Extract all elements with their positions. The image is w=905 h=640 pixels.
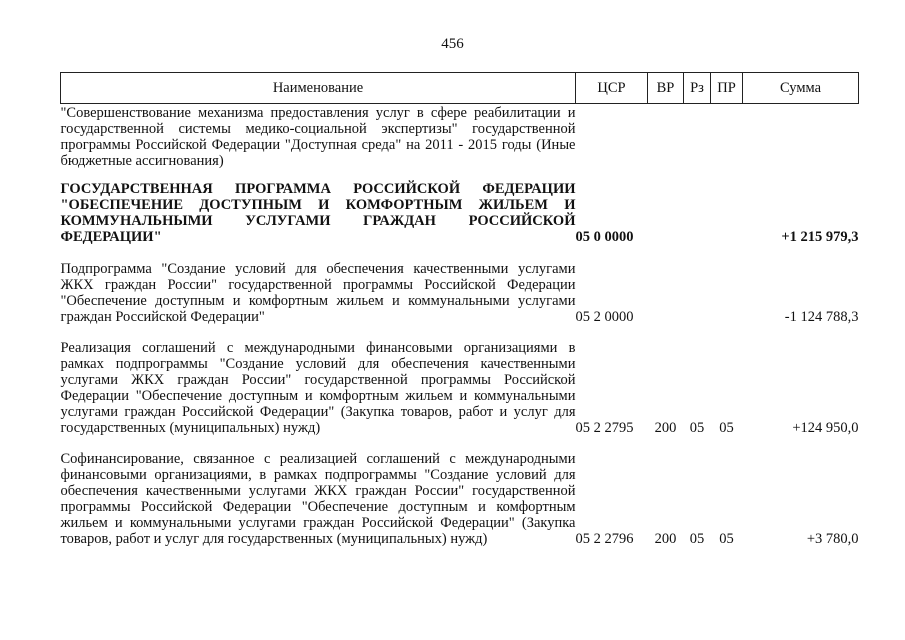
- row-vr: 200: [654, 531, 677, 547]
- row-name: ГОСУДАРСТВЕННАЯ ПРОГРАММА РОССИЙСКОЙ ФЕДЕРАЦИИ "ОБЕСПЕЧЕНИЕ ДОСТУПНЫМ И КОМФОРТНЫМ ЖИЛЬЕМ И КОММУНАЛЬНЫМИ УСЛУГАМИ ГРАЖДАН РОССИЙСКОЙ ФЕДЕРАЦИИ": [60, 181, 576, 245]
- row-rz: [684, 245, 711, 325]
- header-sum: Сумма: [743, 73, 859, 104]
- table-header: [61, 73, 859, 104]
- row-vr: 200: [654, 420, 677, 436]
- header-vr: ВР: [648, 73, 684, 104]
- row-name: "Совершенствование механизма предоставления услуг в сфере реабилитации и государственной системы медико-социальной экспертизы" государственной программы Российской Федерации "Доступная среда" на 2011 - 2015 годы (Иные бюджетные ассигнования): [60, 105, 576, 169]
- table-row: [61, 325, 859, 436]
- row-sum: -1 124 788,3: [784, 309, 859, 325]
- row-sum: +1 215 979,3: [781, 229, 859, 245]
- row-sum: +124 950,0: [792, 420, 859, 436]
- row-pr: [711, 245, 743, 325]
- header-rz: Рз: [684, 73, 711, 104]
- budget-table: [60, 72, 859, 547]
- header-name: Наименование: [61, 73, 576, 104]
- row-vr: [648, 245, 684, 325]
- table-row: [61, 245, 859, 325]
- row-vr: [648, 169, 684, 245]
- table-row: [61, 169, 859, 245]
- row-pr: [711, 104, 743, 170]
- row-vr: [648, 104, 684, 170]
- row-name: Подпрограмма "Создание условий для обеспечения качественными услугами ЖКХ граждан России" государственной программы Российской Федерации "Обеспечение доступным и комфортным жильем и коммунальными услугами граждан Российской Федерации": [60, 261, 576, 325]
- row-sum: [743, 104, 859, 170]
- table-row: [61, 104, 859, 170]
- row-csr: 05 2 2796: [575, 531, 634, 547]
- row-name: Софинансирование, связанное с реализацией соглашений с международными финансовыми организациями, в рамках подпрограммы "Создание условий для обеспечения качественными услугами ЖКХ граждан России" государственной программы Российской Федерации "Обеспечение доступным и комфортным жильем и коммунальными услугами граждан Российской Федерации" (Закупка товаров, работ и услуг для государственных (муниципальных) нужд): [60, 451, 576, 547]
- row-pr: 05: [719, 420, 734, 436]
- row-rz: 05: [689, 531, 705, 547]
- header-pr: ПР: [711, 73, 743, 104]
- row-csr: [576, 104, 648, 170]
- row-sum: +3 780,0: [806, 531, 859, 547]
- row-rz: [684, 104, 711, 170]
- page-number: 456: [441, 36, 464, 52]
- row-pr: [711, 169, 743, 245]
- row-csr: 05 2 0000: [575, 309, 634, 325]
- row-csr: 05 0 0000: [575, 229, 634, 245]
- row-rz: 05: [689, 420, 705, 436]
- row-csr: 05 2 2795: [575, 420, 634, 436]
- header-csr: ЦСР: [576, 73, 648, 104]
- row-name: Реализация соглашений с международными финансовыми организациями в рамках подпрограммы "Создание условий для обеспечения качественными услугами ЖКХ граждан России" государственной программы Российской Федерации "Обеспечение доступным и комфортным жильем и коммунальными услугами граждан Российской Федерации" (Закупка товаров, работ и услуг для государственных (муниципальных) нужд): [60, 340, 576, 436]
- row-rz: [684, 169, 711, 245]
- table-row: [61, 436, 859, 547]
- row-pr: 05: [719, 531, 734, 547]
